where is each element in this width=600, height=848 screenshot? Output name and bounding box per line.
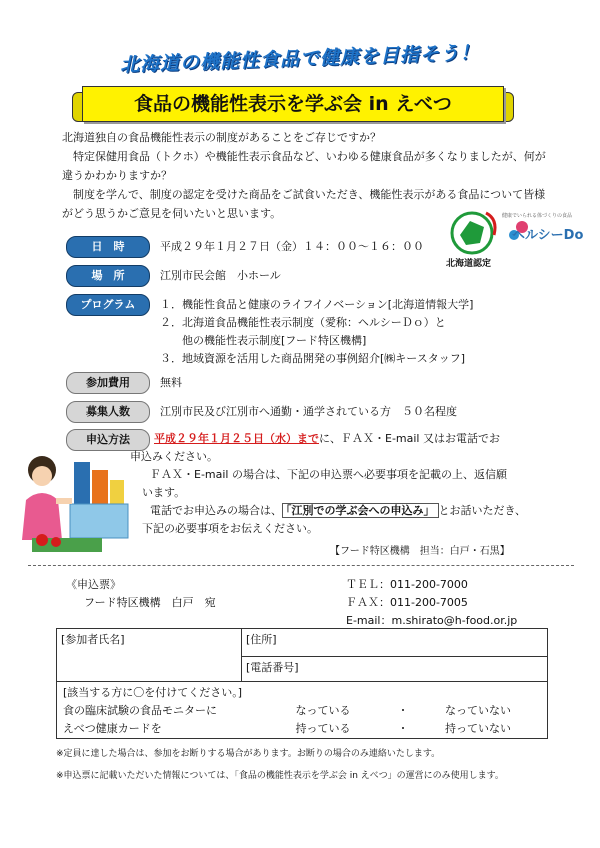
separator-dot: ・ — [397, 704, 409, 717]
program-item: ３．地域資源を活用した商品開発の事例紹介[㈱キースタッフ] — [160, 352, 466, 365]
hokkaido-certified-caption: 北海道認定 — [446, 259, 492, 269]
question-health-card: えべつ健康カードを — [63, 722, 162, 735]
place-label: 場 所 — [66, 265, 150, 287]
address-field[interactable] — [242, 629, 548, 657]
intro-paragraph: 特定保健用食品（トクホ）や機能性表示食品など、いわゆる健康食品が多くなりましたが、何が違うかわかりますか？ — [62, 150, 546, 182]
contact-tel: ＴＥＬ：011-200-7000 — [346, 578, 468, 591]
apply-line: ＦＡＸ・E-mail の場合は、下記の申込票へ必要事項を記載の上、返信願 — [150, 468, 507, 481]
option-card-yes[interactable]: 持っている — [295, 722, 351, 735]
phone-field-label: [電話番号] — [246, 660, 299, 674]
form-title: 《申込票》 — [66, 578, 121, 591]
cut-line — [28, 565, 574, 566]
apply-line: 申込みください。 — [130, 450, 218, 463]
option-card-no[interactable]: 持っていない — [445, 722, 511, 735]
apply-line: 電話でお申込みの場合は、 — [150, 504, 282, 517]
phone-field[interactable] — [242, 656, 548, 681]
event-title-banner: 食品の機能性表示を学ぶ会 in えべつ — [82, 86, 504, 122]
option-monitor-no[interactable]: なっていない — [445, 704, 511, 717]
program-item: １．機能性食品と健康のライフイノベーション[北海道情報大学] — [160, 298, 474, 311]
apply-line: に、ＦＡＸ・E-mail 又はお電話でお — [319, 432, 500, 445]
fee-value: 無料 — [160, 376, 182, 389]
form-recipient: フード特区機構 白戸 宛 — [84, 596, 216, 609]
apply-line: 下記の必要事項をお伝えください。 — [142, 522, 318, 535]
healthy-do-logo: ヘルシーDo — [512, 228, 584, 243]
contact-fax: ＦＡＸ：011-200-7005 — [346, 596, 468, 609]
footnote-capacity: ※定員に達した場合は、参加をお断りする場合があります。お断りの場合のみ連絡いたします。 — [56, 749, 441, 759]
intro-paragraph: 北海道独自の食品機能性表示の制度があることをご存じですか？ — [62, 131, 381, 144]
separator-dot: ・ — [397, 722, 409, 735]
program-list — [160, 296, 473, 368]
healthy-do-tagline: 健康でいられる体づくりの食品 — [502, 213, 573, 219]
name-field[interactable] — [57, 629, 242, 682]
program-item: 他の機能性表示制度[フード特区機構] — [160, 334, 367, 347]
question-monitor: 食の臨床試験の食品モニターに — [63, 704, 217, 717]
woman-shopping-illustration — [12, 440, 132, 560]
name-field-label: [参加者氏名] — [61, 633, 125, 646]
application-form-table — [56, 628, 548, 739]
fee-label: 参加費用 — [66, 372, 150, 394]
footnote-privacy: ※申込票に記載いただいた情報については、「食品の機能性表示を学ぶ会 in えべつ」の運営にのみ使用します。 — [56, 771, 504, 781]
program-item: ２．北海道食品機能性表示制度（愛称：ヘルシーＤｏ）と — [160, 316, 446, 329]
check-section — [57, 682, 548, 739]
place-value: 江別市民会館 小ホール — [160, 269, 281, 282]
recruit-label: 募集人数 — [66, 401, 150, 423]
apply-deadline: 平成２９年１月２５日（水）まで — [154, 432, 319, 445]
recruit-value: 江別市民及び江別市へ通勤・通学されている方 ５０名程度 — [160, 405, 457, 418]
contact-email: E-mail：m.shirato@h-food.or.jp — [346, 614, 518, 627]
check-instruction: [該当する方に〇を付けてください。] — [63, 686, 243, 699]
apply-label: 申込方法 — [66, 429, 150, 451]
date-value: 平成２９年１月２７日（金）１４：００～１６：００ — [160, 240, 424, 253]
apply-line: とお話いただき、 — [438, 504, 527, 517]
intro-paragraph: 制度を学んで、制度の認定を受けた商品をご試食いただき、機能性表示がある食品について皆様がどう思うかご意見を伺いたいと思います。 — [62, 188, 546, 220]
apply-line: います。 — [142, 486, 186, 499]
headline: 北海道の機能性食品で健康を目指そう！ — [119, 41, 481, 77]
apply-method-text — [130, 430, 550, 538]
program-label: プログラム — [66, 294, 150, 316]
option-monitor-yes[interactable]: なっている — [295, 704, 351, 717]
date-label: 日 時 — [66, 236, 150, 258]
address-field-label: [住所] — [246, 633, 277, 646]
contact-note: 【フード特区機構 担当：白戸・石黒】 — [330, 546, 510, 557]
phone-phrase-box: 「江別での学ぶ会への申込み」 — [282, 503, 439, 518]
